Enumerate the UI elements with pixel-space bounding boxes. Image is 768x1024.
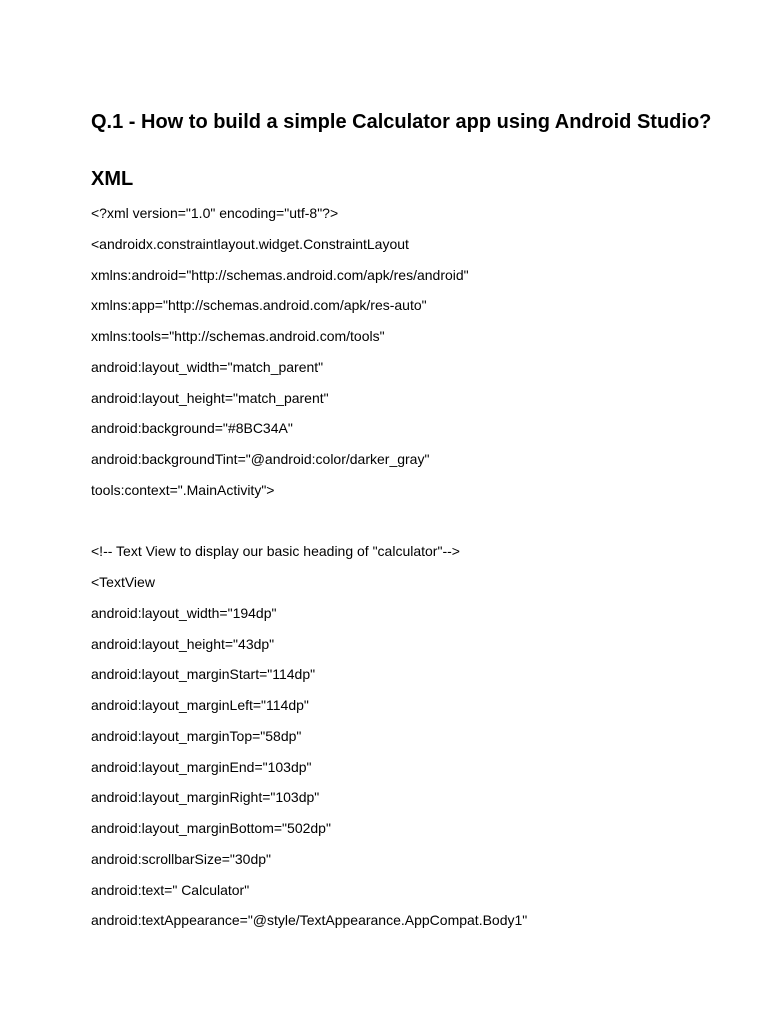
code-comment-line: <!-- Text View to display our basic heading of "calculator"--> bbox=[91, 543, 460, 560]
code-line: android:layout_height="43dp" bbox=[91, 635, 275, 652]
code-line: android:layout_marginLeft="114dp" bbox=[91, 697, 309, 713]
code-line: tools:context=".MainActivity"> bbox=[91, 481, 275, 498]
code-line: <?xml version="1.0" encoding="utf-8"?> bbox=[91, 205, 339, 221]
code-line: android:layout_marginTop="58dp" bbox=[91, 727, 302, 744]
code-line: android:layout_marginRight="103dp" bbox=[91, 789, 320, 806]
code-line: android:layout_marginStart="114dp" bbox=[91, 666, 316, 683]
code-line: <TextView bbox=[91, 574, 155, 590]
code-line: android:textAppearance="@style/TextAppearance.AppCompat.Body1" bbox=[91, 912, 528, 929]
code-line: android:scrollbarSize="30dp" bbox=[91, 850, 271, 867]
code-line: android:layout_width="match_parent" bbox=[91, 358, 324, 375]
blank-line bbox=[91, 510, 527, 541]
code-line: <androidx.constraintlayout.widget.ConstraintLayout bbox=[91, 235, 409, 252]
code-line: android:layout_width="194dp" bbox=[91, 604, 277, 621]
question-heading: Q.1 - How to build a simple Calculator app using Android Studio? bbox=[91, 111, 712, 133]
code-line: android:background="#8BC34A" bbox=[91, 420, 293, 437]
code-line: android:text=" Calculator" bbox=[91, 881, 250, 898]
code-line: xmlns:app="http://schemas.android.com/apk/res-auto" bbox=[91, 297, 427, 314]
code-line: android:backgroundTint="@android:color/darker_gray" bbox=[91, 451, 430, 467]
code-line: xmlns:android="http://schemas.android.com/apk/res/android" bbox=[91, 266, 469, 283]
code-line: xmlns:tools="http://schemas.android.com/tools" bbox=[91, 328, 385, 344]
xml-code-listing bbox=[91, 202, 527, 940]
code-line: android:layout_marginEnd="103dp" bbox=[91, 758, 312, 775]
code-line: android:layout_marginBottom="502dp" bbox=[91, 820, 331, 836]
code-line: android:layout_height="match_parent" bbox=[91, 389, 329, 406]
section-heading-xml: XML bbox=[91, 168, 134, 190]
